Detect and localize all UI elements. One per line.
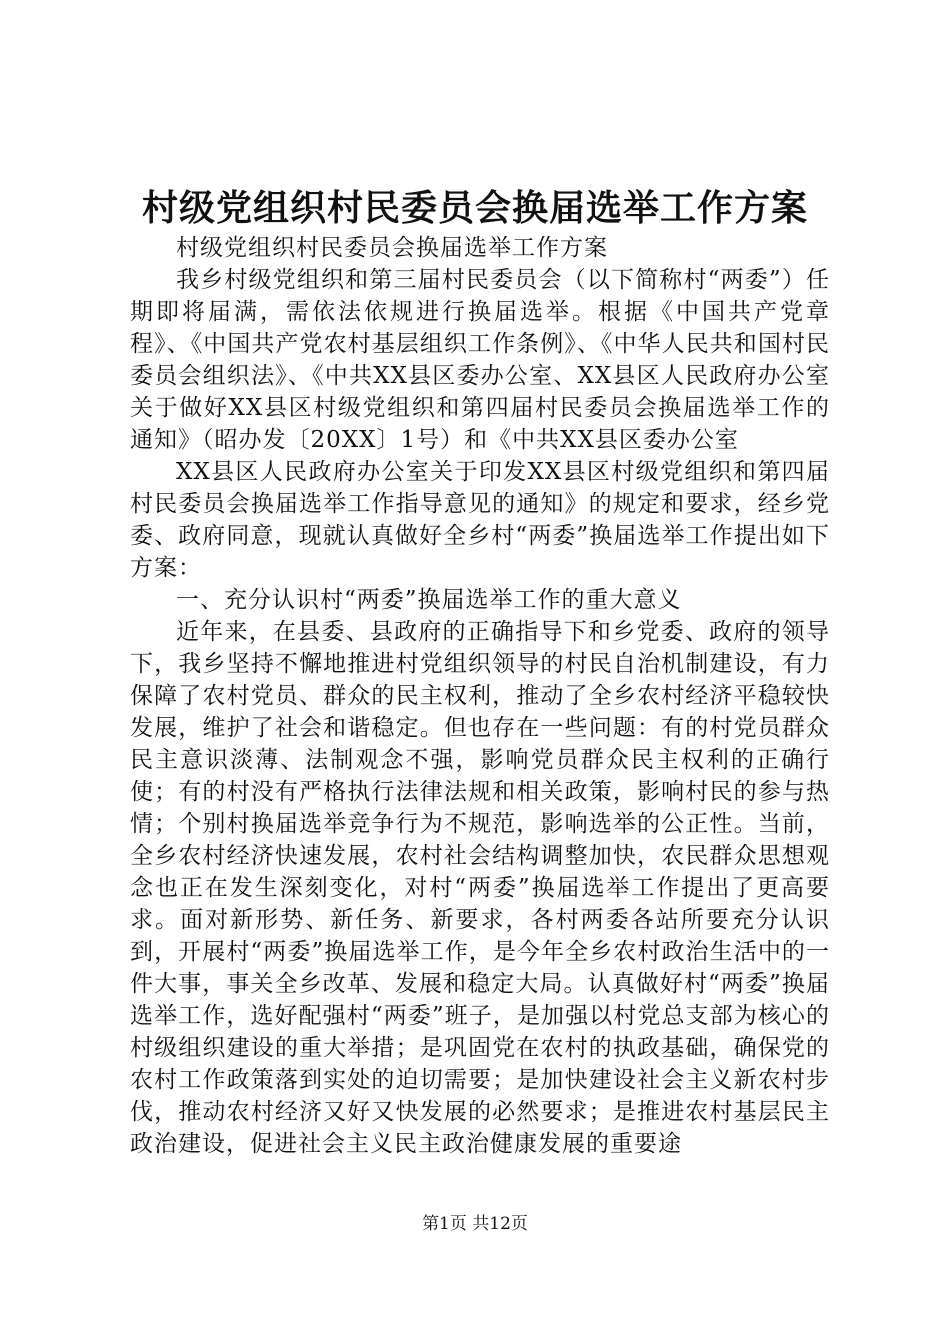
- document-body: [130, 232, 830, 1160]
- body-paragraph-basis: XX县区人民政府办公室关于印发XX县区村级党组织和第四届村民委员会换届选举工作指导意见的通知》的规定和要求，经乡党委、政府同意，现就认真做好全乡村“两委”换届选举工作提出如下方案：: [130, 459, 830, 581]
- document-title: 村级党组织村民委员会换届选举工作方案: [141, 187, 808, 229]
- body-paragraph-subtitle: 村级党组织村民委员会换届选举工作方案: [176, 235, 608, 261]
- body-paragraph-significance: 近年来，在县委、县政府的正确指导下和乡党委、政府的领导下，我乡坚持不懈地推进村党组织领导的村民自治机制建设，有力保障了农村党员、群众的民主权利，推动了全乡农村经济平稳较快发展，维护了社会和谐稳定。但也存在一些问题：有的村党员群众民主意识淡薄、法制观念不强，影响党员群众民主权利的正确行使；有的村没有严格执行法律法规和相关政策，影响村民的参与热情；个别村换届选举竞争行为不规范，影响选举的公正性。当前，全乡农村经济快速发展，农村社会结构调整加快，农民群众思想观念也正在发生深刻变化，对村“两委”换届选举工作提出了更高要求。面对新形势、新任务、新要求，各村两委各站所要充分认识到，开展村“两委”换届选举工作，是今年全乡农村政治生活中的一件大事，事关全乡改革、发展和稳定大局。认真做好村“两委”换届选举工作，选好配强村“两委”班子，是加强以村党总支部为核心的村级组织建设的重大举措；是巩固党在农村的执政基础，确保党的农村工作政策落到实处的迫切需要；是加快建设社会主义新农村步伐，推动农村经济又好又快发展的必然要求；是推进农村基层民主政治建设，促进社会主义民主政治健康发展的重要途: [130, 619, 830, 1157]
- section-heading-1: 一、充分认识村“两委”换届选举工作的重大意义: [176, 587, 682, 613]
- page-number-footer: 第1页 共12页: [422, 1214, 528, 1234]
- body-paragraph-intro: 我乡村级党组织和第三届村民委员会（以下简称村“两委”）任期即将届满，需依法依规进行换届选举。根据《中国共产党章程》、《中国共产党农村基层组织工作条例》、《中华人民共和国村民委员会组织法》、《中共XX县区委办公室、XX县区人民政府办公室关于做好XX县区村级党组织和第四届村民委员会换届选举工作的通知》（昭办发〔20XX〕1号）和《中共XX县区委办公室: [130, 267, 830, 453]
